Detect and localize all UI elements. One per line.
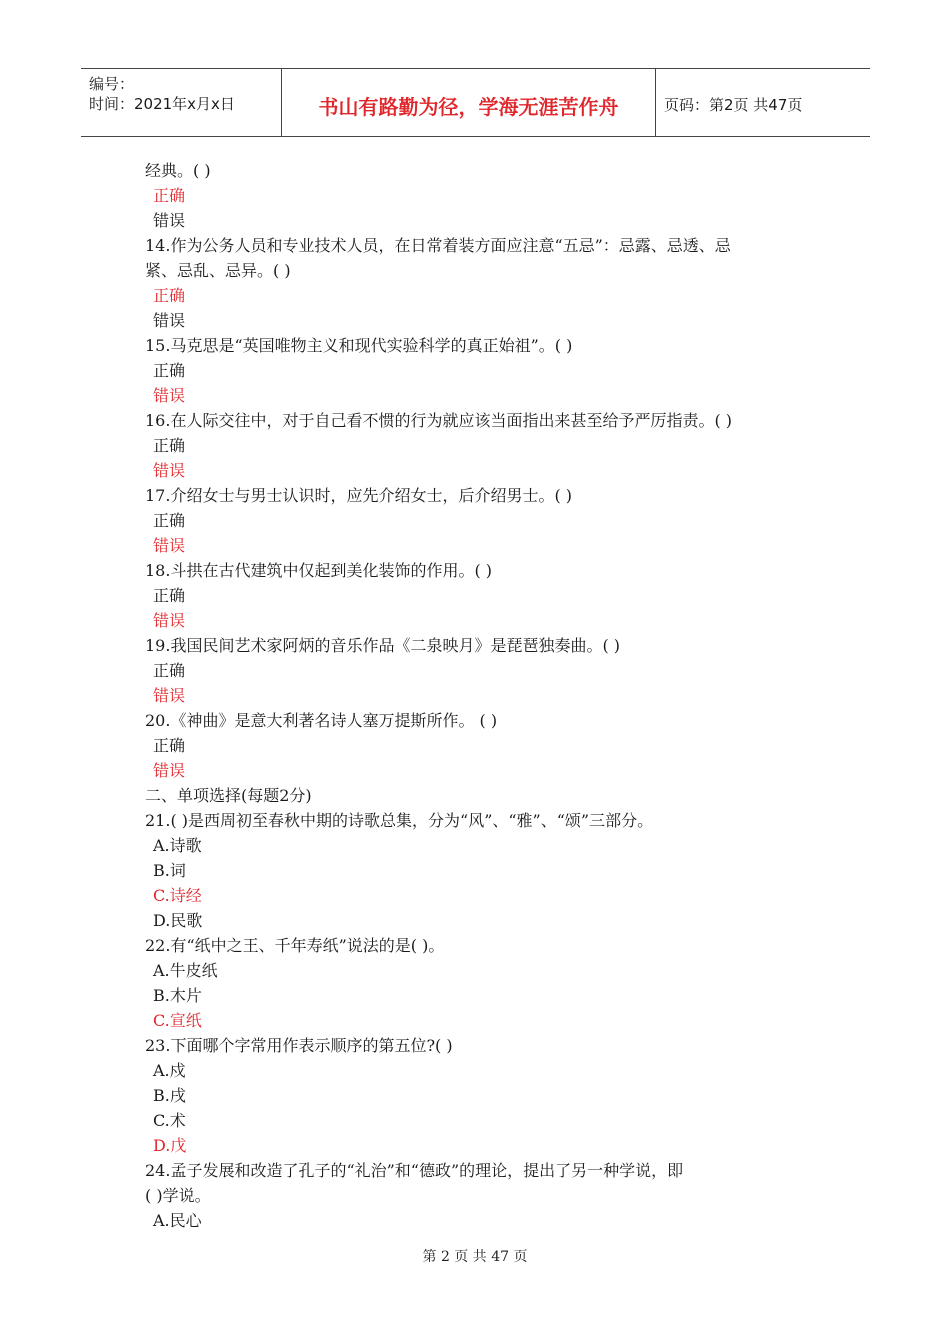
answer-option: 正确 <box>153 661 186 680</box>
question-line: ( )学说。 <box>145 1186 211 1205</box>
page-info: 页码：第2页 共47页 <box>664 96 803 114</box>
question-line: 紧、忌乱、忌异。( ) <box>145 261 291 280</box>
question-line: 18.斗拱在古代建筑中仅起到美化装饰的作用。( ) <box>145 561 493 580</box>
question-line: 21.( )是西周初至春秋中期的诗歌总集，分为“风”、“雅”、“颂”三部分。 <box>145 811 654 830</box>
answer-option: A.民心 <box>153 1211 202 1230</box>
header-motto-cell <box>281 69 656 136</box>
answer-option: A.诗歌 <box>153 836 202 855</box>
answer-option: 正确 <box>153 736 186 755</box>
question-line: 经典。( ) <box>145 161 211 180</box>
answer-option-correct: 错误 <box>153 686 186 705</box>
answer-option-correct: 错误 <box>153 461 186 480</box>
answer-option: 正确 <box>153 361 186 380</box>
answer-option-correct: 正确 <box>153 186 186 205</box>
time-label: 时间：2021年x月x日 <box>89 95 235 113</box>
question-line: 22.有“纸中之王、千年寿纸”说法的是( )。 <box>145 936 445 955</box>
question-line: 14.作为公务人员和专业技术人员，在日常着装方面应注意“五忌”：忌露、忌透、忌 <box>145 236 731 255</box>
answer-option: 错误 <box>153 311 186 330</box>
question-line: 15.马克思是“英国唯物主义和现代实验科学的真正始祖”。( ) <box>145 336 573 355</box>
answer-option: B.木片 <box>153 986 202 1005</box>
answer-option: 正确 <box>153 511 186 530</box>
page-footer: 第 2 页 共 47 页 <box>422 1249 528 1265</box>
answer-option: C.术 <box>153 1111 186 1130</box>
answer-option-correct: 错误 <box>153 611 186 630</box>
question-line: 19.我国民间艺术家阿炳的音乐作品《二泉映月》是琵琶独奏曲。( ) <box>145 636 621 655</box>
question-line: 二、单项选择(每题2分) <box>145 786 312 805</box>
header-meta-cell <box>81 69 281 136</box>
answer-option-correct: 错误 <box>153 536 186 555</box>
answer-option-correct: D.戊 <box>153 1136 187 1155</box>
answer-option: 错误 <box>153 211 186 230</box>
answer-option-correct: C.宣纸 <box>153 1011 202 1030</box>
number-label: 编号： <box>89 75 135 93</box>
answer-option-correct: C.诗经 <box>153 886 202 905</box>
answer-option: 正确 <box>153 436 186 455</box>
question-line: 20.《神曲》是意大利著名诗人塞万提斯所作。 ( ) <box>145 711 498 730</box>
answer-option: A.戍 <box>153 1061 186 1080</box>
answer-option: D.民歌 <box>153 911 203 930</box>
motto: 书山有路勤为径，学海无涯苦作舟 <box>318 95 619 119</box>
question-line: 24.孟子发展和改造了孔子的“礼治”和“德政”的理论，提出了另一种学说，即 <box>145 1161 684 1180</box>
answer-option-correct: 错误 <box>153 761 186 780</box>
header-page-cell <box>656 69 870 136</box>
answer-option: B.词 <box>153 861 186 880</box>
question-content <box>145 158 825 1233</box>
answer-option-correct: 正确 <box>153 286 186 305</box>
question-line: 17.介绍女士与男士认识时，应先介绍女士，后介绍男士。( ) <box>145 486 573 505</box>
page-header <box>81 68 870 137</box>
answer-option: B.戌 <box>153 1086 186 1105</box>
answer-option: A.牛皮纸 <box>153 961 218 980</box>
answer-option-correct: 错误 <box>153 386 186 405</box>
question-line: 23.下面哪个字常用作表示顺序的第五位?( ) <box>145 1036 453 1055</box>
answer-option: 正确 <box>153 586 186 605</box>
question-line: 16.在人际交往中，对于自己看不惯的行为就应该当面指出来甚至给予严厉指责。( ) <box>145 411 733 430</box>
